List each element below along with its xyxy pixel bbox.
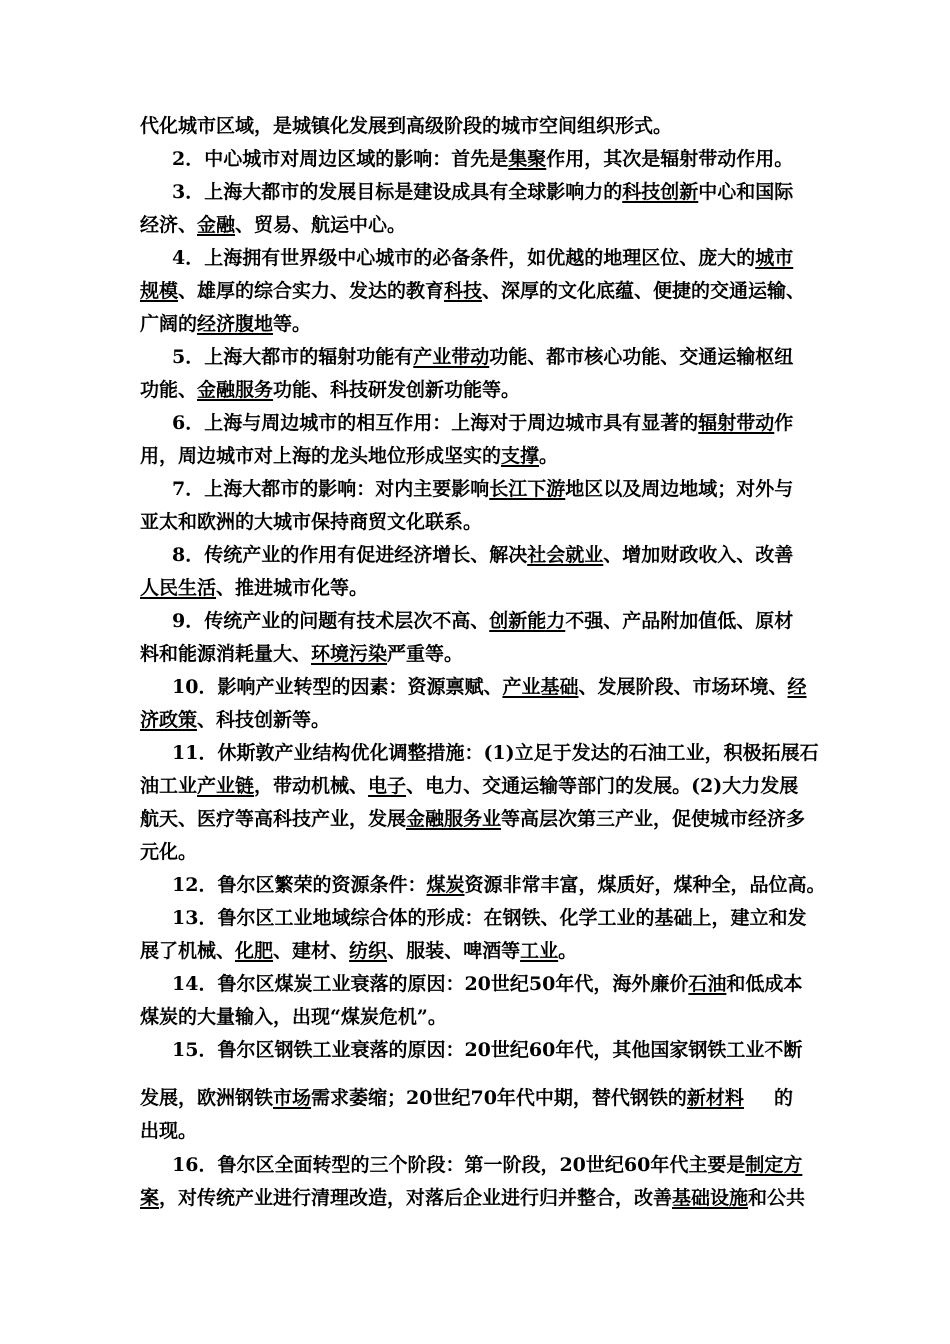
text-line: 出现。 <box>140 1120 198 1142</box>
item-3: 3．上海大都市的发展目标是建设成具有全球影响力的科技创新中心和国际 <box>172 181 794 203</box>
text-line: 航天、医疗等高科技产业，发展金融服务业等高层次第三产业，促使城市经济多 <box>140 808 806 830</box>
item-2: 2．中心城市对周边区域的影响：首先是集聚作用，其次是辐射带动作用。 <box>172 148 794 170</box>
text-line: 经济、金融、贸易、航运中心。 <box>140 214 407 236</box>
text-line: 展了机械、化肥、建材、纺织、服装、啤酒等工业。 <box>140 940 578 962</box>
text-line: 油工业产业链，带动机械、电子、电力、交通运输等部门的发展。(2)大力发展 <box>140 775 799 797</box>
text-line: 济政策、科技创新等。 <box>140 709 331 731</box>
text-line: 规模、雄厚的综合实力、发达的教育科技、深厚的文化底蕴、便捷的交通运输、 <box>140 280 806 302</box>
text-line: 元化。 <box>140 841 198 863</box>
item-7: 7．上海大都市的影响：对内主要影响长江下游地区以及周边地域；对外与 <box>172 478 794 500</box>
text-line: 发展，欧洲钢铁市场需求萎缩；20世纪70年代中期，替代钢铁的新材料 的 <box>140 1087 793 1109</box>
item-10: 10．影响产业转型的因素：资源禀赋、产业基础、发展阶段、市场环境、经 <box>172 676 807 698</box>
item-14: 14．鲁尔区煤炭工业衰落的原因：20世纪50年代，海外廉价石油和低成本 <box>172 973 803 995</box>
text-line: 代化城市区域，是城镇化发展到高级阶段的城市空间组织形式。 <box>140 115 673 137</box>
item-5: 5．上海大都市的辐射功能有产业带动功能、都市核心功能、交通运输枢纽 <box>172 346 794 368</box>
text-line: 功能、金融服务功能、科技研发创新功能等。 <box>140 379 521 401</box>
text-line: 人民生活、推进城市化等。 <box>140 577 369 599</box>
item-12: 12．鲁尔区繁荣的资源条件：煤炭资源非常丰富，煤质好，煤种全，品位高。 <box>172 874 826 896</box>
text-line: 广阔的经济腹地等。 <box>140 313 312 335</box>
item-16: 16．鲁尔区全面转型的三个阶段：第一阶段，20世纪60年代主要是制定方 <box>172 1154 803 1176</box>
item-8: 8．传统产业的作用有促进经济增长、解决社会就业、增加财政收入、改善 <box>172 544 794 566</box>
item-11: 11．休斯敦产业结构优化调整措施：(1)立足于发达的石油工业，积极拓展石 <box>172 742 819 764</box>
item-6: 6．上海与周边城市的相互作用：上海对于周边城市具有显著的辐射带动作 <box>172 412 794 434</box>
text-line: 料和能源消耗量大、环境污染严重等。 <box>140 643 464 665</box>
text-line: 用，周边城市对上海的龙头地位形成坚实的支撑。 <box>140 445 559 467</box>
text-line: 亚太和欧洲的大城市保持商贸文化联系。 <box>140 511 483 533</box>
item-15: 15．鲁尔区钢铁工业衰落的原因：20世纪60年代，其他国家钢铁工业不断 <box>172 1039 803 1061</box>
text-line: 煤炭的大量输入，出现“煤炭危机”。 <box>140 1006 447 1028</box>
item-13: 13．鲁尔区工业地域综合体的形成：在钢铁、化学工业的基础上，建立和发 <box>172 907 807 929</box>
text-line: 案，对传统产业进行清理改造，对落后企业进行归并整合，改善基础设施和公共 <box>140 1187 806 1209</box>
item-4: 4．上海拥有世界级中心城市的必备条件，如优越的地理区位、庞大的城市 <box>172 247 794 269</box>
item-9: 9．传统产业的问题有技术层次不高、创新能力不强、产品附加值低、原材 <box>172 610 794 632</box>
